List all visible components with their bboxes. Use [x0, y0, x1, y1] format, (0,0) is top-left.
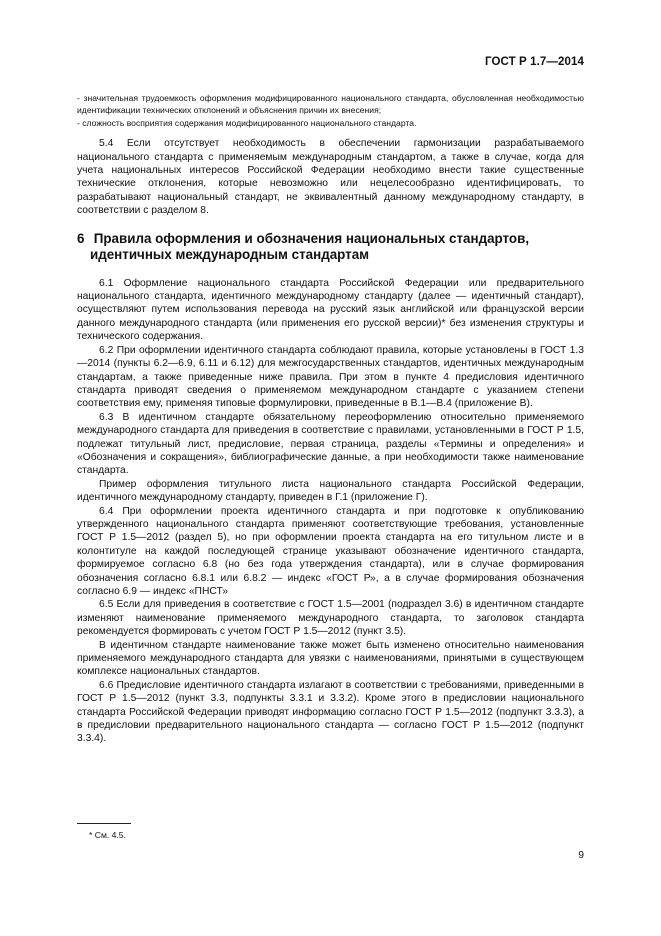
list-item: - значительная трудоемкость оформления модифицированного национального стандарта, обусловленная необходимостью идентификации технических отклонений и объяснения причин их внесения; [77, 93, 584, 116]
paragraph: 6.6 Предисловие идентичного стандарта излагают в соответствии с требованиями, приведенными в ГОСТ Р 1.5—2012 (пункт 3.3, подпункты 3.3.1 и 3.3.2). Кроме этого в предисловии национального стандарта Российской Федерации приводят информацию согласно ГОСТ Р 1.5—2012 (подпункт 3.3.3), а в предисловии предварительного национального стандарта — согласно ГОСТ Р 1.5—2012 (подпункт 3.3.4). [77, 679, 584, 745]
section-title-line1: Правила оформления и обозначения национальных стандартов, [93, 230, 530, 246]
paragraph: 6.2 При оформлении идентичного стандарта соблюдают правила, которые установлены в ГОСТ 1.3—2014 (пункты 6.2—6.9, 6.11 и 6.12) для межгосударственных стандартов, идентичных международным стандартам, а также приведенные ниже правила. При этом в пункте 4 предисловия идентичного стандарта приводят сведения о применяемом международном стандарте с указанием степени соответствия ему, применяя типовые формулировки, приведенные в В.1—В.4 (приложение В). [77, 344, 584, 410]
paragraph: Пример оформления титульного листа национального стандарта Российской Федерации, идентичного международному стандарту, приведен в Г.1 (приложение Г). [77, 478, 584, 504]
page-number: 9 [578, 850, 584, 861]
document-code-header: ГОСТ Р 1.7—2014 [485, 56, 584, 68]
paragraph: В идентичном стандарте наименование также может быть изменено относительно наименования применяемого международного стандарта для увязки с наименованиями, принятыми в существующем комплексе национальных стандартов. [77, 639, 584, 678]
paragraph: 6.3 В идентичном стандарте обязательному переоформлению относительно применяемого международного стандарта для приведения в соответствие с правилами, установленными в ГОСТ Р 1.5, подлежат титульный лист, предисловие, первая страница, разделы «Термины и определения» и «Обозначения и сокращения», библиографические данные, а при необходимости также наименование стандарта. [77, 411, 584, 477]
section-heading [77, 231, 584, 264]
footnote-divider [77, 823, 131, 824]
clause-5-4 [77, 137, 584, 217]
section-number: 6 [77, 230, 85, 246]
bullet-list [77, 92, 584, 129]
paragraph: 5.4 Если отсутствует необходимость в обеспечении гармонизации разрабатываемого национального стандарта с применяемым международным стандартом, а также в случае, когда для учета национальных интересов Российской Федерации необходимо внести такие существенные технические отклонения, которые невозможно или нецелесообразно идентифицировать, то разрабатывают национальный стандарт, не эквивалентный данному международному стандарту, в соответствии с разделом 8. [77, 138, 584, 217]
paragraph: 6.1 Оформление национального стандарта Российской Федерации или предварительного национального стандарта, идентичного международному стандарту (далее — идентичный стандарт), осуществляют путем использования перевода на русский язык английской или французской версии данного международного стандарта (или применения его русской версии)* без изменения структуры и технического содержания. [77, 277, 584, 343]
paragraph: 6.4 При оформлении проекта идентичного стандарта и при подготовке к опубликованию утвержденного национального стандарта применяют соответствующие требования, установленные ГОСТ Р 1.5—2012 (раздел 5), но при оформлении проекта стандарта на его титульном листе и в колонтитуле на каждой последующей странице указывают обозначение идентичного стандарта, формируемое согласно 6.8 (но без года утверждения стандарта), или в случае формирования обозначения согласно 6.8.1 или 6.8.2 — индекс «ГОСТ Р», а в случае формирования обозначения согласно 6.9 — индекс «ПНСТ» [77, 505, 584, 597]
paragraph: 6.5 Если для приведения в соответствие с ГОСТ 1.5—2001 (подраздел 3.6) в идентичном стандарте изменяют наименование применяемого международного стандарта, то заголовок стандарта рекомендуется формировать с учетом ГОСТ Р 1.5—2012 (пункт 3.5). [77, 599, 584, 638]
footnote: * См. 4.5. [89, 830, 126, 840]
page-content [77, 92, 584, 746]
section-title-line2: идентичных международным стандартам [90, 247, 370, 263]
list-item: - сложность восприятия содержания модифицированного национального стандарта. [77, 117, 417, 128]
section-body [77, 277, 584, 746]
